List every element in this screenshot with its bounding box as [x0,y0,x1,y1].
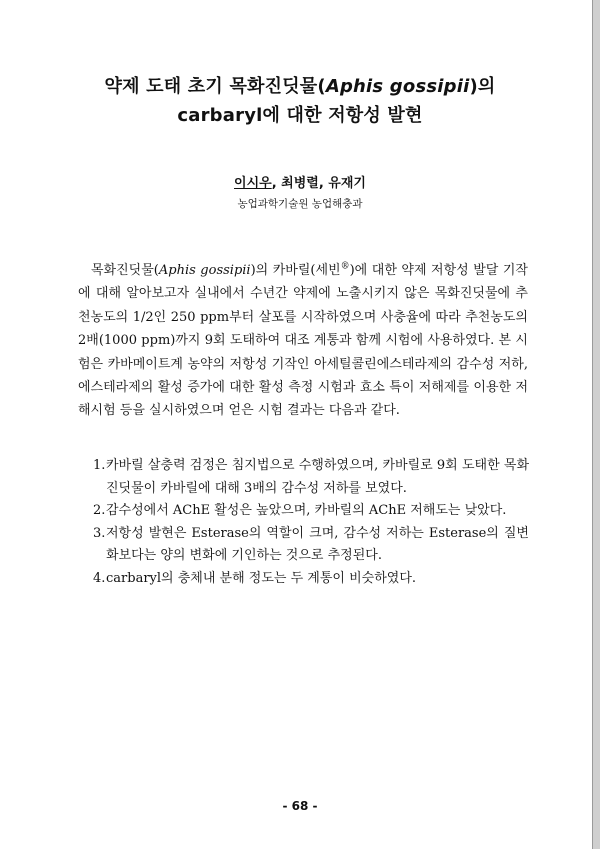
title-text-suffix: )의 [469,76,496,97]
title-species-name: Aphis gossipii [325,76,470,97]
title-text-korean: 약제 도태 초기 목화진딧물( [104,76,326,97]
registered-mark: ® [340,261,350,272]
title-line-2: carbaryl에 대한 저항성 발현 [177,105,423,126]
result-text: carbaryl의 충체내 분해 정도는 두 계통이 비슷하였다. [106,570,417,586]
abstract-text-start: 목화진딧물( [91,263,159,278]
title-line-1 [0,72,600,98]
first-author: 이시우 [234,176,272,191]
result-number: 2. [93,503,106,518]
results-list [93,455,529,590]
page-edge-shadow [592,0,600,849]
authors [0,172,600,191]
abstract-species-name: Aphis gossipii [158,263,251,278]
result-text: 저항성 발현은 Esterase의 역할이 크며, 감수성 저하는 Esterase의 질변화보다는 양의 변화에 기인하는 것으로 추정된다. [106,525,529,563]
abstract-text-mid: )의 카바릴(세빈 [250,263,341,278]
co-authors: , 최병렬, 유재기 [271,176,366,191]
result-number: 3. [93,525,106,541]
abstract-paragraph [78,259,528,423]
page-number: - 68 - [282,799,318,813]
result-item-3 [93,523,529,568]
affiliation: 농업과학기술원 농업해충과 [237,198,363,210]
result-number: 4. [93,570,106,586]
result-item-4 [93,568,529,591]
result-text: 감수성에서 AChE 활성은 높았으며, 카바릴의 AChE 저해도는 낮았다. [106,503,507,518]
abstract-text-rest: )에 대한 약제 저항성 발달 기작에 대해 알아보고자 실내에서 수년간 약제에 노출시키지 않은 목화진딧물에 추천농도의 1/2인 250 ppm부터 살포를 시작하였으며 사충율에 따라 추천농도의 2배(1000 ppm)까지 9회 도태하여 대조 계통과 함께 시험에 사용하였다. 본 시험은 카바메이트계 농약의 저항성 기작인 아세틸콜린에스테라제의 감수성 저하, 에스테라제의 활성 증가에 대한 활성 측정 시험과 효소 특이 저해제를 이용한 저해시험 등을 실시하였으며 얻은 시험 결과는 다음과 같다. [78,263,528,419]
result-item-2 [93,500,529,523]
result-number: 1. [93,458,106,473]
result-item-1 [93,455,529,500]
result-text: 카바릴 살충력 검정은 침지법으로 수행하였으며, 카바릴로 9회 도태한 목화진딧물이 카바릴에 대해 3배의 감수성 저하를 보였다. [106,458,529,496]
